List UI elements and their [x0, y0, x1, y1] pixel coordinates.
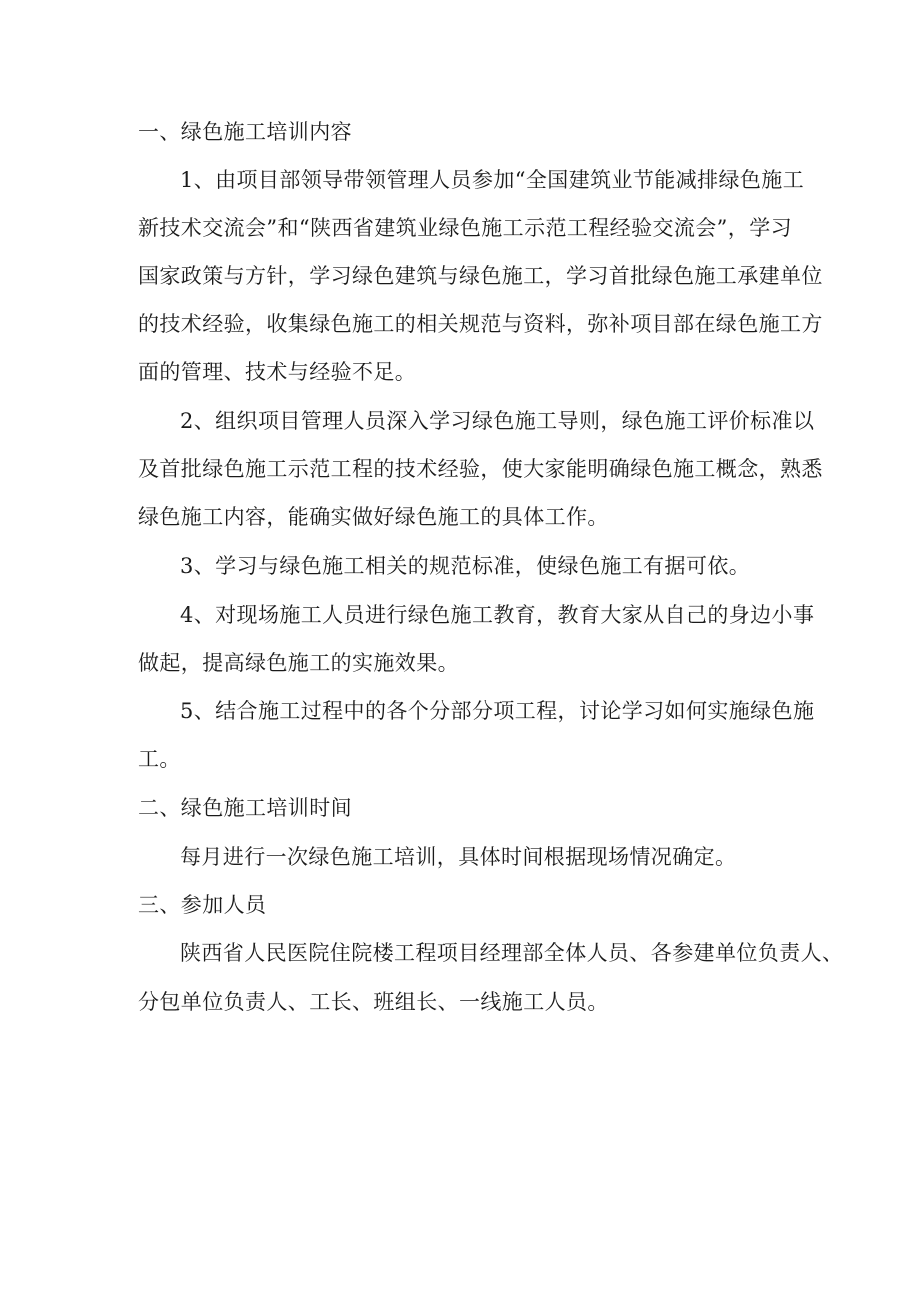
item1-line: 的技术经验，收集绿色施工的相关规范与资料，弥补项目部在绿色施工方 [138, 312, 823, 336]
item1-line: 国家政策与方针，学习绿色建筑与绿色施工，学习首批绿色施工承建单位 [138, 264, 823, 288]
item5-line: 5、结合施工过程中的各个分部分项工程，讨论学习如何实施绿色施 [180, 699, 815, 723]
item4-line: 做起，提高绿色施工的实施效果。 [138, 651, 459, 675]
item2-line: 绿色施工内容，能确实做好绿色施工的具体工作。 [138, 505, 609, 529]
training-time-text: 每月进行一次绿色施工培训，具体时间根据现场情况确定。 [180, 845, 737, 869]
item3-line: 3、学习与绿色施工相关的规范标准，使绿色施工有据可依。 [180, 554, 751, 578]
item1-line: 新技术交流会”和“陕西省建筑业绿色施工示范工程经验交流会”，学习 [138, 216, 793, 240]
item1-line: 面的管理、技术与经验不足。 [138, 360, 417, 384]
item1-line: 1、由项目部领导带领管理人员参加“全国建筑业节能减排绿色施工 [180, 168, 805, 192]
section-heading-training-content: 一、绿色施工培训内容 [138, 120, 352, 144]
item2-line: 及首批绿色施工示范工程的技术经验，使大家能明确绿色施工概念，熟悉 [138, 457, 823, 481]
section-heading-participants: 三、参加人员 [138, 893, 267, 917]
item5-line: 工。 [138, 747, 181, 771]
section-heading-training-time: 二、绿色施工培训时间 [138, 796, 352, 820]
participants-line: 陕西省人民医院住院楼工程项目经理部全体人员、各参建单位负责人、 [180, 941, 844, 965]
participants-line: 分包单位负责人、工长、班组长、一线施工人员。 [138, 990, 609, 1014]
item2-line: 2、组织项目管理人员深入学习绿色施工导则，绿色施工评价标准以 [180, 409, 815, 433]
item4-line: 4、对现场施工人员进行绿色施工教育，教育大家从自己的身边小事 [180, 603, 815, 627]
